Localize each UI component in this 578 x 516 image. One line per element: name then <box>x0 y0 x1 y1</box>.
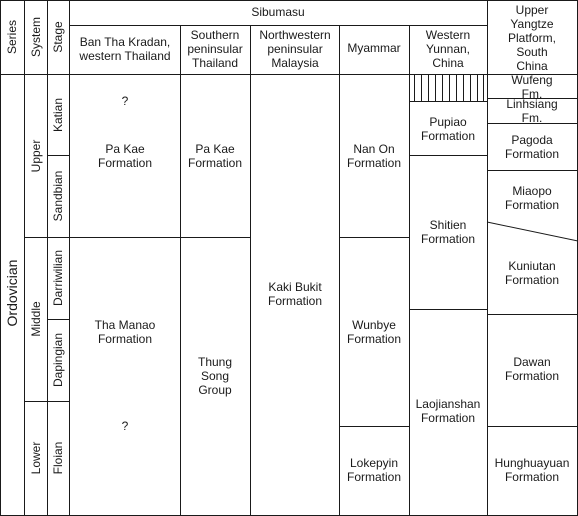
katian-stage-label: Katian <box>51 97 65 133</box>
ban-tha-kradan-header: Ban Tha Kradan, western Thailand <box>79 35 171 63</box>
sandbian-stage-label: Sandbian <box>51 170 65 222</box>
miaopo-formation: Miaopo Formation <box>504 184 560 212</box>
pa-kae-formation-southern-thailand: Pa Kae Formation <box>187 142 243 170</box>
lower-series-label: Lower <box>29 441 43 475</box>
ordovician-system-label: Ordovician <box>4 259 20 327</box>
nan-on-formation: Nan On Formation <box>346 142 402 170</box>
upper-series-label: Upper <box>29 139 43 173</box>
series-header: Series <box>5 19 19 55</box>
ban-tha-kradan-question-bottom: ? <box>121 419 129 433</box>
pa-kae-formation-ban-tha-kradan: Pa Kae Formation <box>97 142 153 170</box>
pagoda-formation: Pagoda Formation <box>504 133 560 161</box>
lokepyin-formation: Lokepyin Formation <box>346 456 402 484</box>
laojianshan-formation: Laojianshan Formation <box>415 397 481 425</box>
hunghuayuan-formation: Hunghuayuan Formation <box>494 456 570 484</box>
system-header: System <box>29 16 43 58</box>
stage-header: Stage <box>51 21 65 53</box>
hiatus-hatching <box>415 75 484 101</box>
western-yunnan-header: Western Yunnan, China <box>425 28 471 70</box>
darriwilian-stage-label: Darriwilian <box>51 249 65 307</box>
shitien-formation: Shitien Formation <box>420 218 476 246</box>
thung-song-group: Thung Song Group <box>197 355 233 397</box>
kaki-bukit-formation: Kaki Bukit Formation <box>267 280 323 308</box>
ban-tha-kradan-question-top: ? <box>121 94 129 108</box>
tha-manao-formation: Tha Manao Formation <box>94 318 156 346</box>
wufeng-formation: Wufeng Fm. <box>511 73 553 101</box>
myanmar-header: Myammar <box>347 41 401 55</box>
northwestern-malaysia-header: Northwestern peninsular Malaysia <box>259 28 331 70</box>
wunbye-formation: Wunbye Formation <box>346 318 402 346</box>
yangtze-platform-header: Upper Yangtze Platform, South China <box>507 3 557 73</box>
sibumasu-header: Sibumasu <box>251 5 305 19</box>
dapingian-stage-label: Dapingian <box>51 332 65 388</box>
linhsiang-formation: Linhsiang Fm. <box>506 97 558 125</box>
kuniutan-formation: Kuniutan Formation <box>504 259 560 287</box>
dawan-formation: Dawan Formation <box>504 355 560 383</box>
pupiao-formation: Pupiao Formation <box>420 115 476 143</box>
southern-peninsular-thailand-header: Southern peninsular Thailand <box>187 28 243 70</box>
floian-stage-label: Floian <box>51 441 65 475</box>
middle-series-label: Middle <box>29 301 43 337</box>
